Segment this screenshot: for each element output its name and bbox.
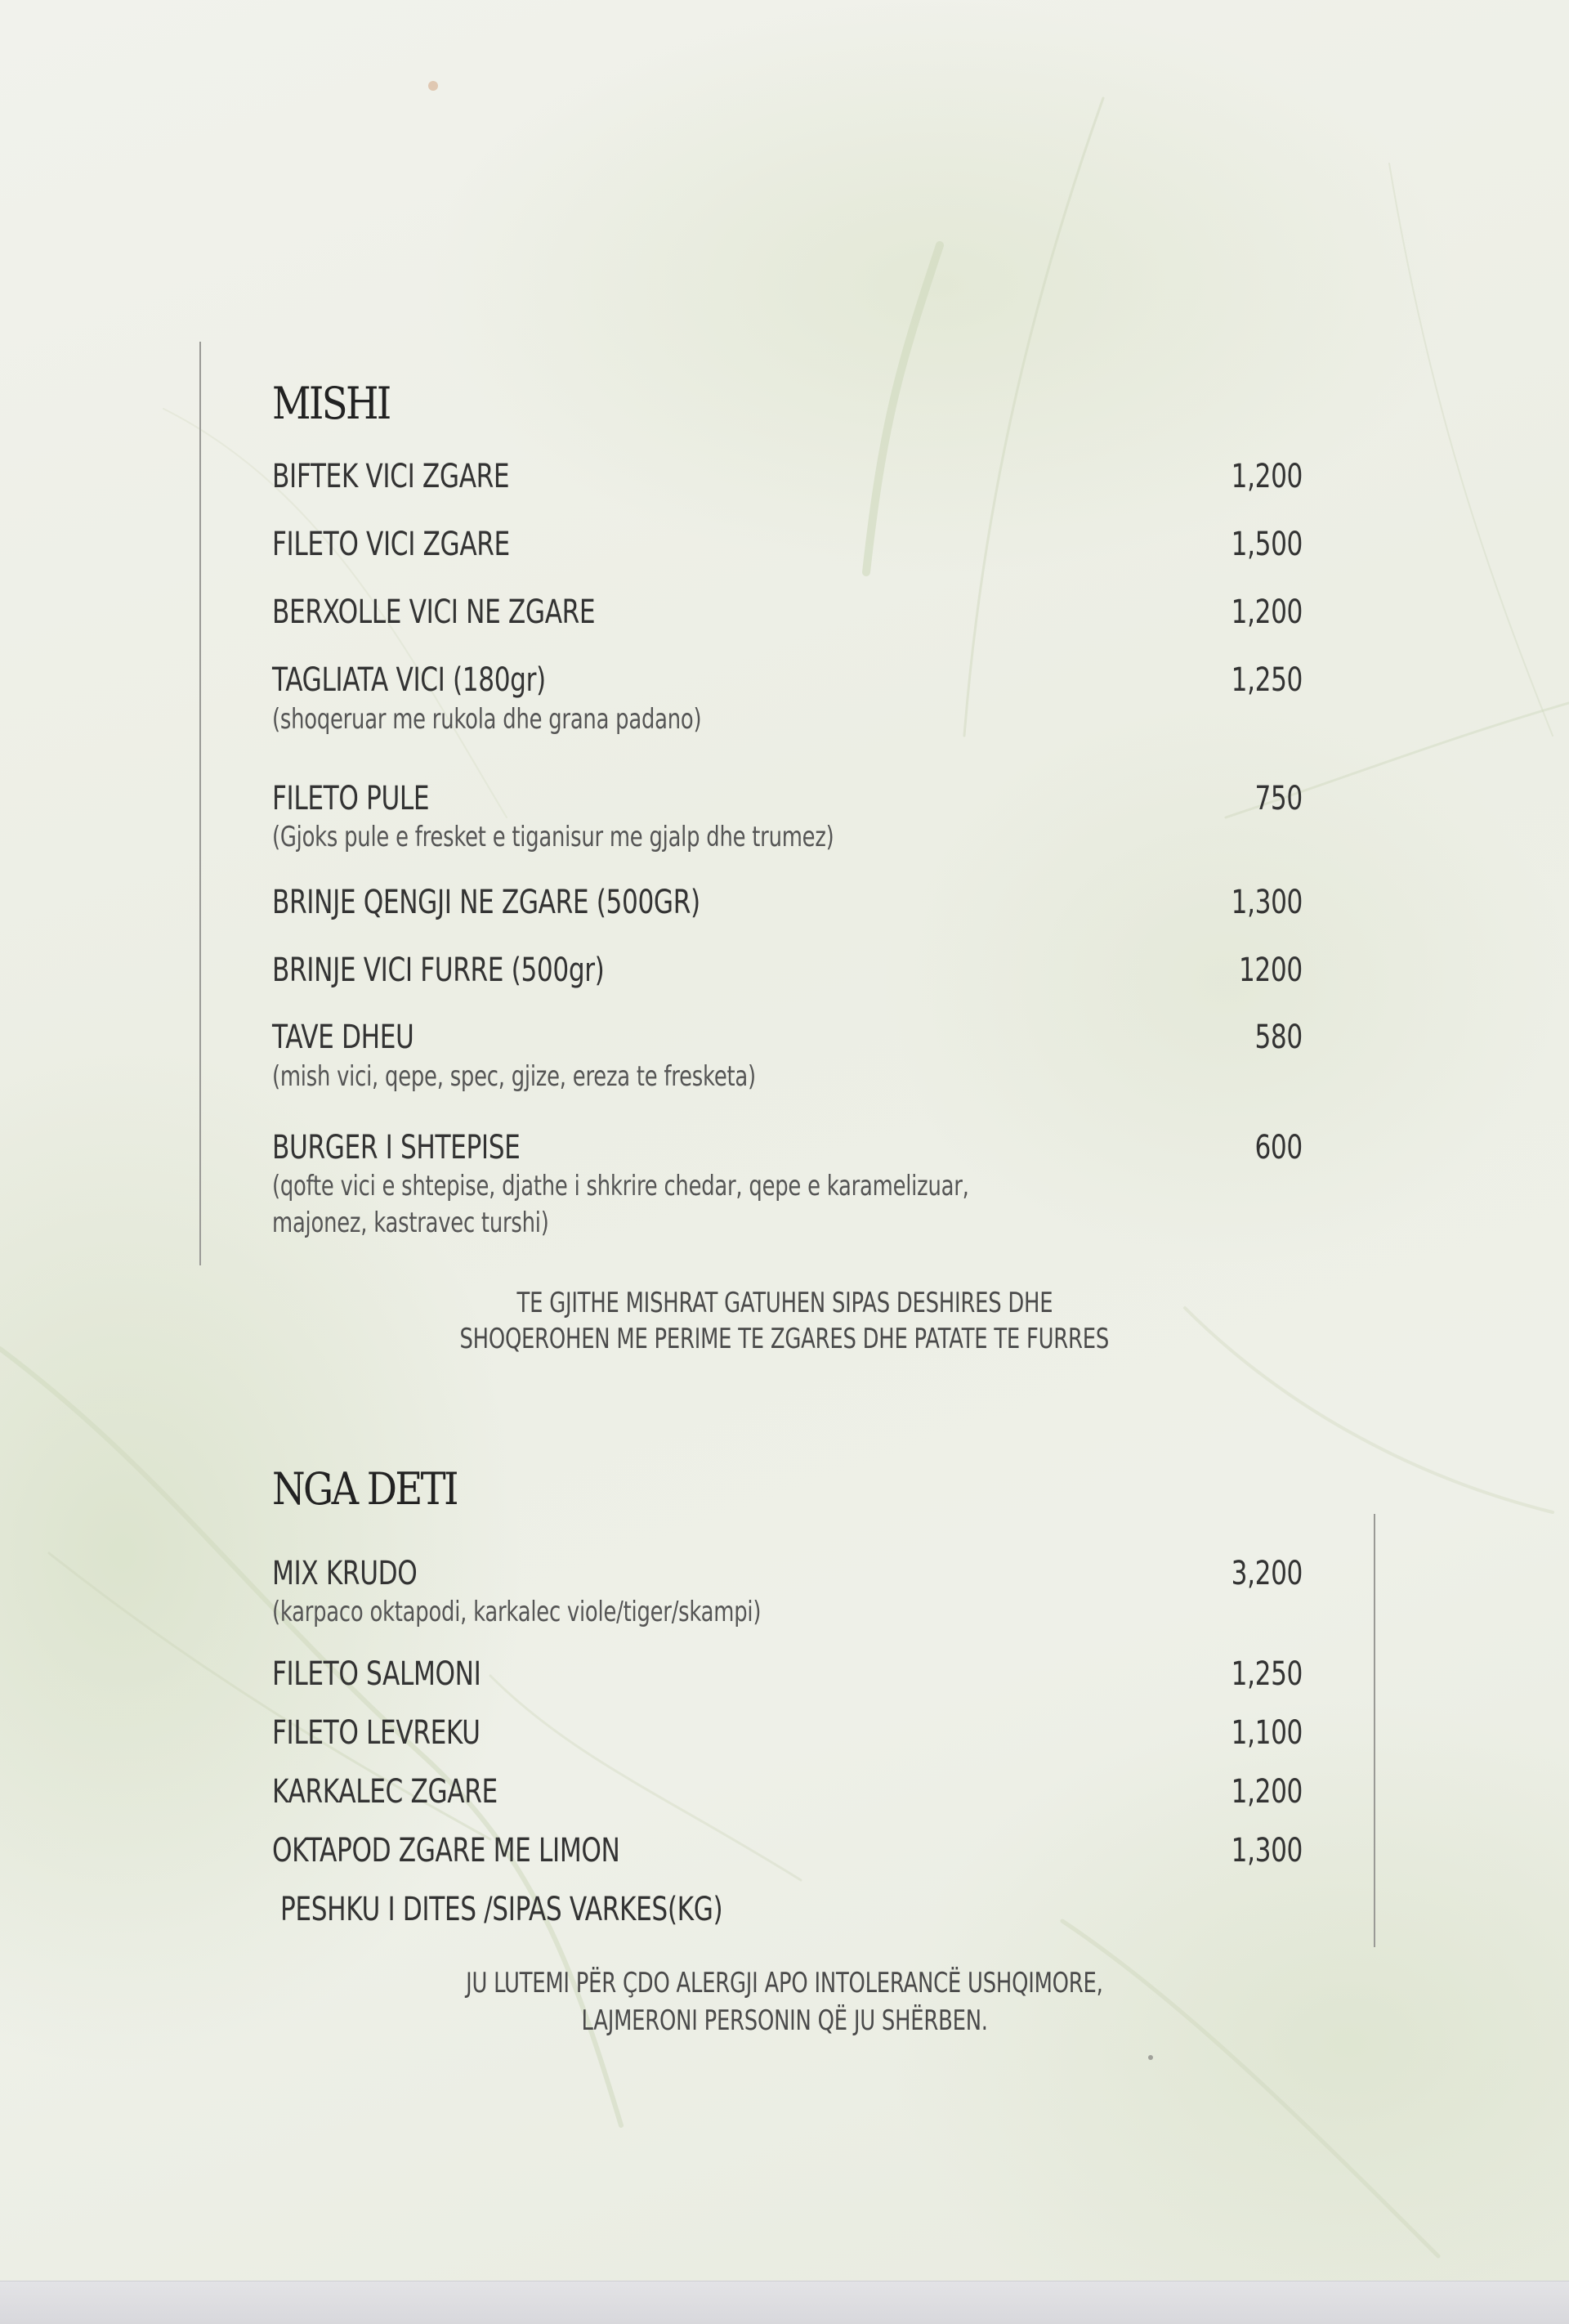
- section-title-nga-deti: NGA DETI: [272, 1463, 457, 1515]
- menu-item-name: KARKALEC ZGARE: [272, 1773, 498, 1811]
- menu-item-name: OKTAPOD ZGARE ME LIMON: [272, 1832, 620, 1869]
- menu-item-price: 3,200: [1231, 1555, 1303, 1592]
- menu-item-price: 1,300: [1231, 884, 1303, 921]
- section-note: [0, 1287, 1569, 1319]
- menu-item-price: 600: [1254, 1129, 1303, 1166]
- menu-item-description: (qofte vici e shtepise, djathe i shkrire chedar, qepe e karamelizuar,: [272, 1170, 969, 1202]
- menu-item-name: FILETO VICI ZGARE: [272, 526, 510, 563]
- menu-item-price: 1,200: [1231, 458, 1303, 495]
- section-title-mishi: MISHI: [272, 378, 390, 429]
- menu-item-description: (Gjoks pule e fresket e tiganisur me gjalp dhe trumez): [272, 821, 834, 853]
- note-line: LAJMERONI PERSONIN QË JU SHËRBEN.: [581, 2004, 988, 2037]
- viewer-bottom-bar: [0, 2281, 1569, 2324]
- menu-item-price: 1,500: [1231, 526, 1303, 563]
- menu-item-price: 1,300: [1231, 1832, 1303, 1869]
- menu-item-name: BIFTEK VICI ZGARE: [272, 458, 510, 495]
- menu-item-name: FILETO LEVREKU: [272, 1714, 481, 1752]
- menu-item-price: 1200: [1239, 952, 1303, 989]
- menu-item-price: 1,100: [1231, 1714, 1303, 1752]
- menu-item-description: (shoqeruar me rukola dhe grana padano): [272, 703, 702, 736]
- section-note: [0, 2004, 1569, 2037]
- menu-item-name: BERXOLLE VICI NE ZGARE: [272, 593, 596, 631]
- menu-item-name: TAGLIATA VICI (180gr): [272, 661, 546, 699]
- menu-item-name: FILETO SALMONI: [272, 1655, 481, 1693]
- menu-item-price: 580: [1254, 1019, 1303, 1056]
- menu-item-price: 1,200: [1231, 593, 1303, 631]
- section-rule-left: [199, 342, 201, 1265]
- menu-item-name: BRINJE VICI FURRE (500gr): [272, 952, 605, 989]
- menu-item-name: TAVE DHEU: [272, 1019, 414, 1056]
- section-note: [0, 1967, 1569, 1999]
- menu-item-name: FILETO PULE: [272, 780, 430, 817]
- section-note: [0, 1323, 1569, 1355]
- menu-item-description: (mish vici, qepe, spec, gjize, ereza te fresketa): [272, 1060, 756, 1093]
- menu-item-description: (karpaco oktapodi, karkalec viole/tiger/skampi): [272, 1596, 762, 1628]
- menu-item-name: BURGER I SHTEPISE: [272, 1129, 521, 1166]
- menu-item-price: 1,250: [1231, 1655, 1303, 1693]
- menu-item-name: BRINJE QENGJI NE ZGARE (500GR): [272, 884, 700, 921]
- note-line: SHOQEROHEN ME PERIME TE ZGARES DHE PATATE TE FURRES: [459, 1323, 1110, 1355]
- menu-item-price: 750: [1254, 780, 1303, 817]
- menu-item-description: majonez, kastravec turshi): [272, 1207, 549, 1239]
- menu-item-name: MIX KRUDO: [272, 1555, 418, 1592]
- menu-item-price: 1,250: [1231, 661, 1303, 699]
- menu-item-name: PESHKU I DITES /SIPAS VARKES(KG): [280, 1891, 723, 1928]
- section-rule-right: [1374, 1514, 1375, 1947]
- note-line: TE GJITHE MISHRAT GATUHEN SIPAS DESHIRES DHE: [516, 1287, 1053, 1319]
- menu-item-price: 1,200: [1231, 1773, 1303, 1811]
- note-line: JU LUTEMI PËR ÇDO ALERGJI APO INTOLERANCË USHQIMORE,: [466, 1967, 1103, 1999]
